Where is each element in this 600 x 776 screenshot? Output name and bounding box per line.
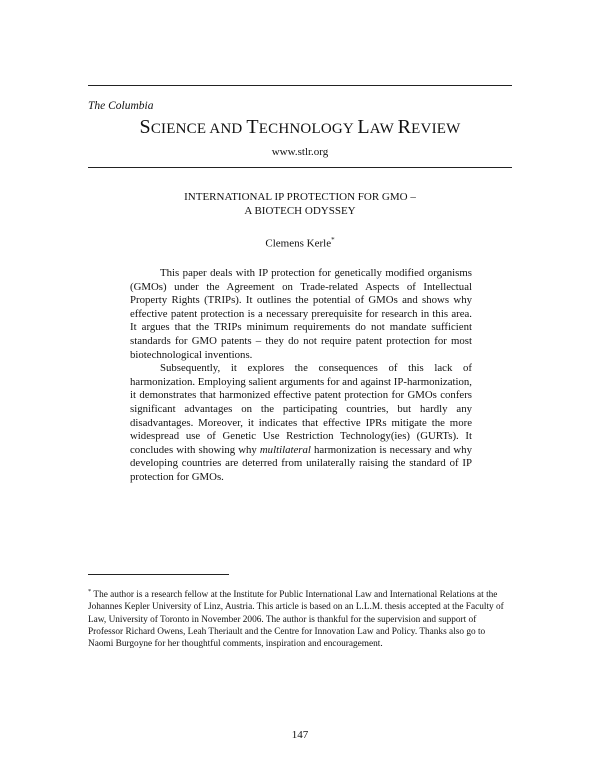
abstract	[130, 267, 472, 485]
footnote	[88, 586, 512, 650]
journal-name-cap: L	[357, 116, 370, 138]
journal-prefix: The Columbia	[88, 100, 154, 112]
journal-name-rest: ECHNOLOGY	[258, 121, 358, 137]
footnote-separator	[88, 574, 229, 575]
footnote-mark: *	[88, 588, 92, 595]
abstract-paragraph	[130, 362, 472, 484]
author-footnote-mark: *	[331, 236, 335, 244]
journal-name-rest: EVIEW	[411, 121, 461, 137]
article-title	[0, 190, 600, 218]
journal-name-cap: S	[139, 116, 151, 138]
journal-name-rest: CIENCE AND	[150, 121, 247, 137]
journal-url: www.stlr.org	[271, 146, 329, 158]
journal-name	[0, 116, 600, 139]
header-top-rule	[88, 85, 512, 86]
article-author	[0, 236, 600, 250]
journal-name-rest: AW	[369, 121, 398, 137]
article-title-line: A BIOTECH ODYSSEY	[244, 205, 356, 217]
journal-name-cap: T	[246, 116, 259, 138]
article-title-line: INTERNATIONAL IP PROTECTION FOR GMO –	[184, 191, 416, 203]
author-name: Clemens Kerle	[265, 237, 332, 250]
abstract-text: Subsequently, it explores the consequences of this lack of harmonization. Employing salient arguments for and against IP-harmonization, it demonstrates that harmonized effective patent protection for GMOs confers significant advantages on the participating countries, but hardly any disadvantages. Moreover, it indicates that effective IPRs mitigate the more widespread use of Genetic Use Restriction Technology(ies) (GURTs). It concludes with showing why	[130, 362, 472, 456]
abstract-text: harmonization is necessary and why developing countries are deterred from unilaterally raising the standard of IP protection for GMOs.	[130, 443, 472, 483]
journal-name-cap: R	[397, 116, 412, 138]
abstract-emphasis: multilateral	[259, 443, 311, 456]
header-bottom-rule	[88, 167, 512, 168]
page-number: 147	[291, 729, 309, 741]
abstract-paragraph: This paper deals with IP protection for genetically modified organisms (GMOs) under the Agreement on Trade-related Aspects of Intellectual Property Rights (TRIPs). It outlines the potential of GMOs and shows why effective patent protection is a necessary prerequisite for research in this area. It argues that the TRIPs minimum requirements do not mandate sufficient standards for GMO patents – they do not require patent protection for most biotechnological inventions.	[130, 267, 472, 361]
footnote-text: The author is a research fellow at the Institute for Public International Law and International Relations at the Johannes Kepler University of Linz, Austria. This article is based on an L.L.M. thesis accepted at the Faculty of Law, University of Toronto in November 2006. The author is thankful for the supervision and support of Professor Richard Owens, Leah Theriault and the Centre for Innovation Law and Policy. Thanks also go to Naomi Burgoyne for her thoughtful comments, inspiration and encouragement.	[88, 590, 504, 649]
